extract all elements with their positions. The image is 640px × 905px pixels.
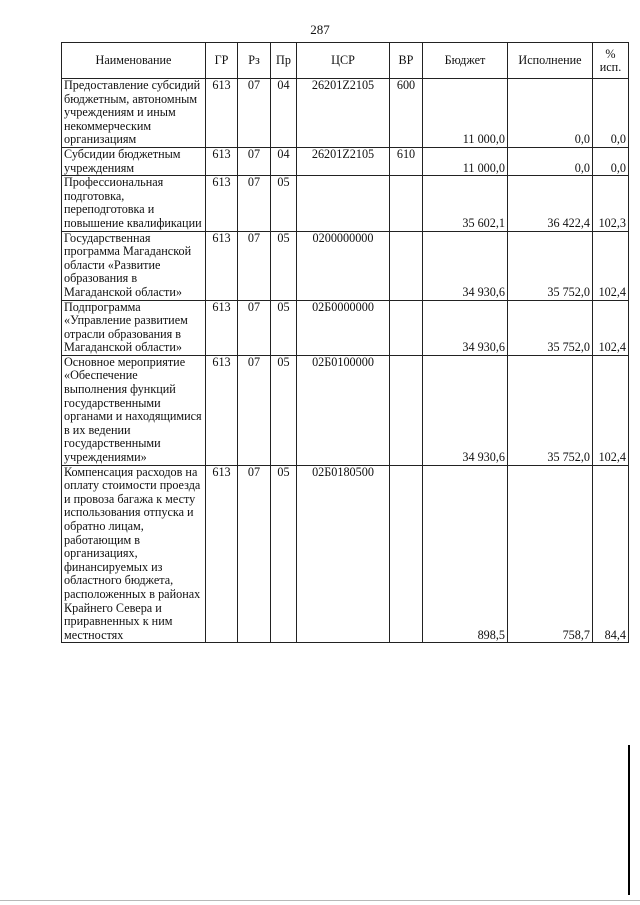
row-pr: 04 (271, 79, 297, 148)
row-vr (390, 355, 423, 465)
header-budget: Бюджет (423, 43, 508, 79)
row-percent: 102,4 (593, 231, 629, 300)
row-budget: 34 930,6 (423, 355, 508, 465)
row-execution: 0,0 (508, 147, 593, 175)
row-pr: 05 (271, 231, 297, 300)
row-vr (390, 300, 423, 355)
header-csr: ЦСР (297, 43, 390, 79)
row-execution: 35 752,0 (508, 300, 593, 355)
row-execution: 758,7 (508, 465, 593, 643)
row-vr (390, 176, 423, 231)
row-gr: 613 (206, 300, 238, 355)
row-vr: 610 (390, 147, 423, 175)
page-number: 287 (310, 22, 330, 37)
row-gr: 613 (206, 147, 238, 175)
table-row (62, 231, 629, 300)
table-row (62, 300, 629, 355)
row-name: Субсидии бюджетным учреждениям (62, 147, 206, 175)
table-header-row (62, 43, 629, 79)
table-row (62, 147, 629, 175)
row-gr: 613 (206, 176, 238, 231)
row-percent: 0,0 (593, 79, 629, 148)
row-rz: 07 (238, 465, 271, 643)
row-name: Предоставление субсидий бюджетным, автономным учреждениям и иным некоммерческим организациям (62, 79, 206, 148)
header-percent-label: исп. (599, 59, 622, 74)
row-rz: 07 (238, 355, 271, 465)
row-rz: 07 (238, 300, 271, 355)
table-row (62, 355, 629, 465)
row-execution: 0,0 (508, 79, 593, 148)
table-row (62, 465, 629, 643)
row-pr: 05 (271, 300, 297, 355)
row-execution: 35 752,0 (508, 355, 593, 465)
row-gr: 613 (206, 465, 238, 643)
row-percent: 84,4 (593, 465, 629, 643)
row-name: Компенсация расходов на оплату стоимости проезда и провоза багажа к месту использования отпуска и обратно лицам, работающим в организациях, финансируемых из областного бюджета, расположенных в районах Крайнего Севера и приравненных к ним местностях (62, 465, 206, 643)
table-row (62, 176, 629, 231)
scan-edge-line (628, 745, 630, 895)
row-execution: 35 752,0 (508, 231, 593, 300)
budget-table (61, 42, 629, 643)
row-budget: 34 930,6 (423, 231, 508, 300)
row-execution: 36 422,4 (508, 176, 593, 231)
row-percent: 0,0 (593, 147, 629, 175)
row-pr: 05 (271, 355, 297, 465)
table-row (62, 79, 629, 148)
row-percent: 102,3 (593, 176, 629, 231)
page-bottom-edge (0, 900, 640, 901)
row-budget: 34 930,6 (423, 300, 508, 355)
row-budget: 11 000,0 (423, 79, 508, 148)
row-vr: 600 (390, 79, 423, 148)
header-vr: ВР (390, 43, 423, 79)
header-execution: Исполнение (508, 43, 593, 79)
row-csr: 02Б0180500 (297, 465, 390, 643)
header-percent (593, 43, 629, 79)
row-name: Подпрограмма «Управление развитием отрасли образования в Магаданской области» (62, 300, 206, 355)
header-pr: Пр (271, 43, 297, 79)
row-csr: 0200000000 (297, 231, 390, 300)
row-budget: 11 000,0 (423, 147, 508, 175)
row-rz: 07 (238, 231, 271, 300)
row-pr: 05 (271, 176, 297, 231)
row-vr (390, 231, 423, 300)
header-rz: Рз (238, 43, 271, 79)
row-budget: 898,5 (423, 465, 508, 643)
row-budget: 35 602,1 (423, 176, 508, 231)
row-vr (390, 465, 423, 643)
row-csr: 26201Z2105 (297, 147, 390, 175)
row-csr (297, 176, 390, 231)
row-csr: 26201Z2105 (297, 79, 390, 148)
row-rz: 07 (238, 79, 271, 148)
row-gr: 613 (206, 79, 238, 148)
row-csr: 02Б0000000 (297, 300, 390, 355)
header-percent-symbol: % (605, 46, 616, 61)
row-name: Основное мероприятие «Обеспечение выполнения функций государственными органами и находящимися в их ведении государственными учреждениями» (62, 355, 206, 465)
row-rz: 07 (238, 176, 271, 231)
row-pr: 05 (271, 465, 297, 643)
row-csr: 02Б0100000 (297, 355, 390, 465)
row-percent: 102,4 (593, 300, 629, 355)
header-name: Наименование (62, 43, 206, 79)
row-pr: 04 (271, 147, 297, 175)
header-gr: ГР (206, 43, 238, 79)
row-name: Профессиональная подготовка, переподготовка и повышение квалификации (62, 176, 206, 231)
row-rz: 07 (238, 147, 271, 175)
row-name: Государственная программа Магаданской области «Развитие образования в Магаданской области» (62, 231, 206, 300)
row-gr: 613 (206, 355, 238, 465)
row-gr: 613 (206, 231, 238, 300)
row-percent: 102,4 (593, 355, 629, 465)
